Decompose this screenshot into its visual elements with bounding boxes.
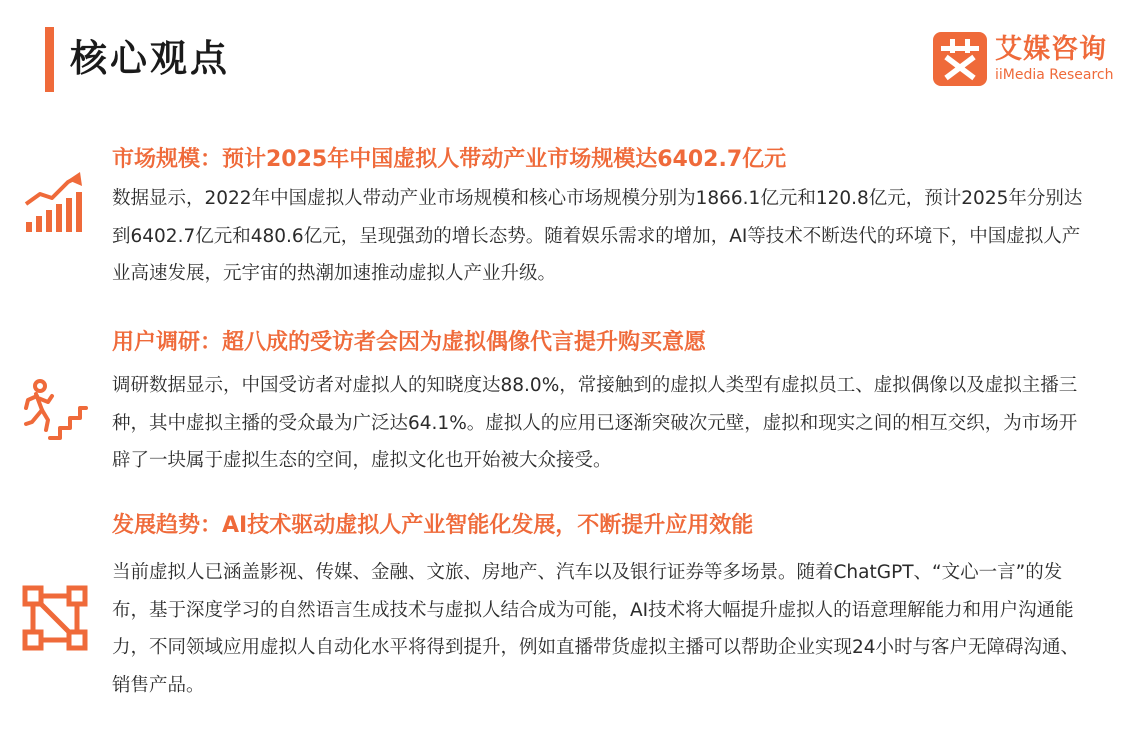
section-heading: 发展趋势：AI技术驱动虚拟人产业智能化发展，不断提升应用效能	[112, 513, 754, 538]
title-accent-bar	[45, 27, 54, 92]
section-body: 调研数据显示，中国受访者对虚拟人的知晓度达88.0%，常接触到的虚拟人类型有虚拟员工、虚拟偶像以及虚拟主播三种，其中虚拟主播的受众最为广泛达64.1%。虚拟人的应用已逐渐突破次元壁，虚拟和现实之间的相互交织，为市场开辟了一块属于虚拟生态的空间，虚拟文化也开始被大众接受。	[112, 375, 1078, 471]
person-climbing-stairs-icon	[22, 378, 88, 444]
page-title: 核心观点	[70, 37, 230, 80]
section-body: 当前虚拟人已涵盖影视、传媒、金融、文旅、房地产、汽车以及银行证券等多场景。随着ChatGPT、“文心一言”的发布，基于深度学习的自然语言生成技术与虚拟人结合成为可能，AI技术将大幅提升虚拟人的语意理解能力和用户沟通能力，不同领域应用虚拟人自动化水平将得到提升，例如直播带货虚拟主播可以帮助企业实现24小时与客户无障碍沟通、销售产品。	[112, 562, 1080, 696]
connected-nodes-icon	[22, 585, 88, 651]
section-body: 数据显示，2022年中国虚拟人带动产业市场规模和核心市场规模分别为1866.1亿元和120.8亿元，预计2025年分别达到6402.7亿元和480.6亿元，呈现强劲的增长态势。随着娱乐需求的增加，AI等技术不断迭代的环境下，中国虚拟人产业高速发展，元宇宙的热潮加速推动虚拟人产业升级。	[112, 188, 1083, 284]
brand-logo	[933, 32, 1118, 86]
growth-chart-icon	[22, 170, 88, 236]
logo-en-name: iiMedia Research	[995, 67, 1114, 83]
section-heading: 用户调研：超八成的受访者会因为虚拟偶像代言提升购买意愿	[112, 330, 707, 355]
ai-media-logo-icon	[933, 32, 987, 86]
logo-cn-name: 艾媒咨询	[995, 34, 1107, 65]
section-heading: 市场规模：预计2025年中国虚拟人带动产业市场规模达6402.7亿元	[112, 147, 787, 172]
